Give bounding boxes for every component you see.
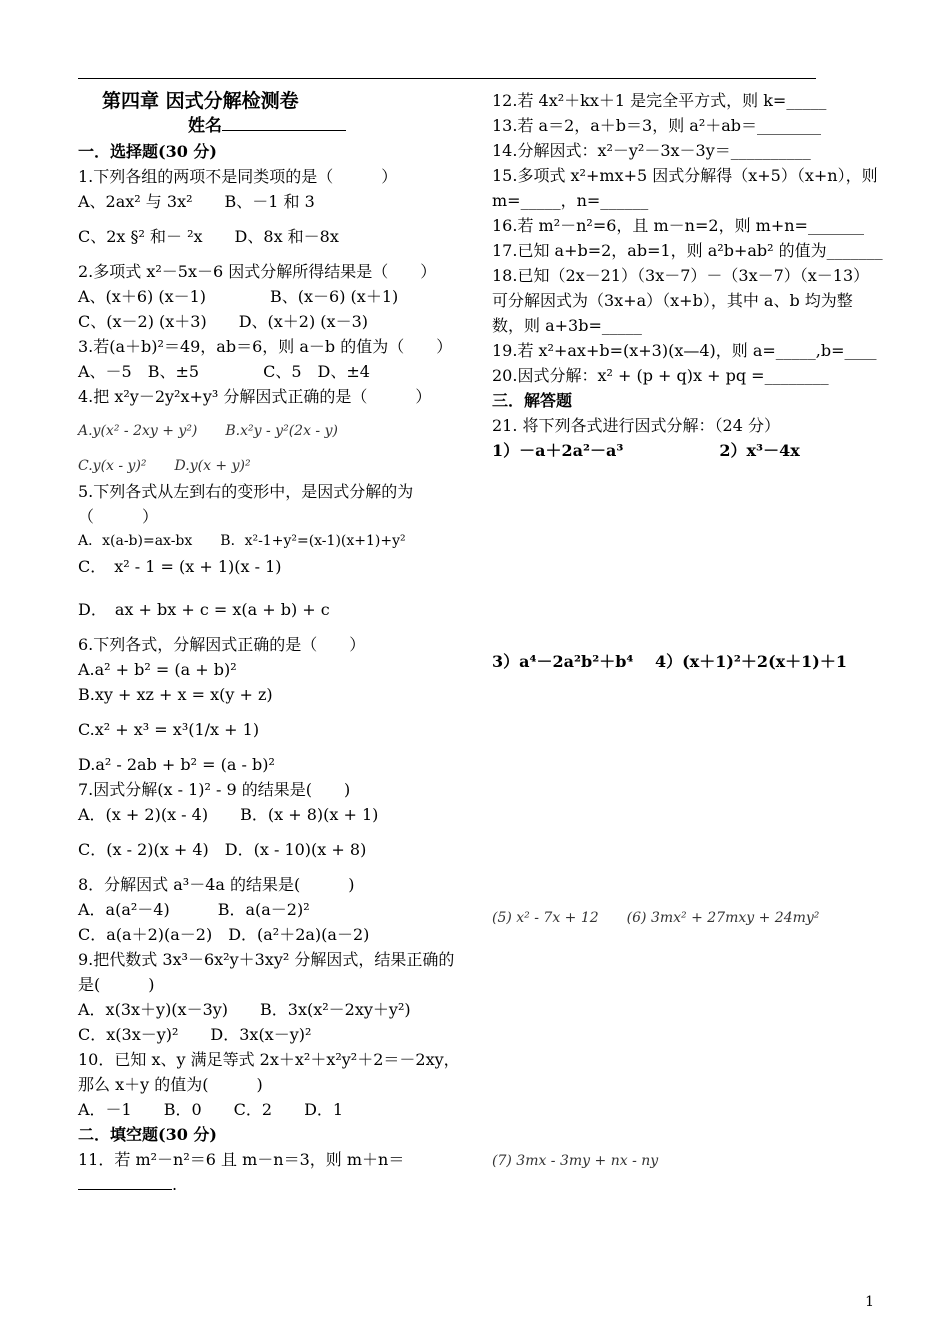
q9-options-ab: A．x(3x＋y)(x－3y) B．3x(x²－2xy＋y²): [78, 1000, 411, 1019]
question-3: 3.若(a＋b)²＝49，ab＝6，则 a－b 的值为（ ）: [78, 337, 453, 356]
q6-option-d: D.a² - 2ab + b² = (a - b)²: [78, 755, 275, 774]
question-15: 15.多项式 x²+mx+5 因式分解得（x+5）（x+n），则 m=_____，n=______: [492, 166, 878, 210]
q8-options-ab: A．a(a²－4) B．a(a－2)²: [78, 900, 310, 919]
question-13: 13.若 a＝2，a＋b＝3，则 a²＋ab＝________: [492, 116, 822, 135]
q7-options-cd: C．(x - 2)(x + 4) D．(x - 10)(x + 8): [78, 840, 367, 859]
q8-options-cd: C．a(a＋2)(a－2) D．(a²＋2a)(a－2): [78, 925, 370, 944]
q1-options-ab: A、2ax² 与 3x² B、－1 和 3: [78, 192, 315, 211]
question-10: 10．已知 x、y 满足等式 2x＋x²＋x²y²＋2＝－2xy，那么 x＋y 的值为( ): [78, 1050, 460, 1094]
question-11: 11．若 m²－n²＝6 且 m－n＝3，则 m＋n＝: [78, 1150, 405, 1169]
q21-item-7: (7) 3mx - 3my + nx - ny: [492, 1153, 659, 1169]
question-19: 19.若 x²+ax+b=(x+3)(x—4)，则 a=_____,b=____: [492, 341, 877, 360]
question-1: 1.下列各组的两项不是同类项的是（ ）: [78, 167, 398, 186]
question-5: 5.下列各式从左到右的变形中，是因式分解的为（ ）: [78, 482, 414, 526]
section-answer-heading: 三．解答题: [492, 391, 573, 410]
q7-options-ab: A．(x + 2)(x - 4) B．(x + 8)(x + 1): [78, 805, 379, 824]
question-14: 14.分解因式：x²－y²－3x－3y＝__________: [492, 141, 811, 160]
header-rule: [78, 78, 816, 79]
page-title: 第四章 因式分解检测卷: [102, 90, 299, 112]
question-20: 20.因式分解：x² + (p + q)x + pq =________: [492, 366, 829, 385]
q4-options-cd: C.y(x - y)² D.y(x + y)²: [78, 458, 251, 474]
question-9: 9.把代数式 3x³－6x²y＋3xy² 分解因式，结果正确的是( ): [78, 950, 455, 994]
q6-option-b: B.xy + xz + x = x(y + z): [78, 685, 273, 704]
question-12: 12.若 4x²＋kx＋1 是完全平方式，则 k=_____: [492, 91, 827, 110]
q4-options-ab: A.y(x² - 2xy + y²) B.x²y - y²(2x - y): [78, 423, 338, 439]
student-name-field[interactable]: [78, 114, 462, 139]
question-4: 4.把 x²y－2y²x+y³ 分解因式正确的是（ ）: [78, 387, 432, 406]
question-16: 16.若 m²－n²=6，且 m－n=2，则 m+n=_______: [492, 216, 864, 235]
question-18: 18.已知（2x－21）（3x－7）－（3x－7）（x－13）可分解因式为（3x+a）（x+b），其中 a、b 均为整数，则 a+3b=_____: [492, 266, 870, 335]
question-6: 6.下列各式，分解因式正确的是（ ）: [78, 635, 366, 654]
work-area-2[interactable]: [492, 674, 882, 906]
question-8: 8．分解因式 a³－4a 的结果是( ): [78, 875, 355, 894]
question-17: 17.已知 a+b=2，ab=1，则 a²b+ab² 的值为_______: [492, 241, 883, 260]
page-number: 1: [865, 1294, 874, 1310]
section-fill-heading: 二．填空题(30 分): [78, 1125, 217, 1144]
q5-options-ab: A．x(a-b)=ax-bx B．x²-1+y²=(x-1)(x+1)+y²: [78, 533, 406, 549]
q9-options-cd: C．x(3x－y)² D．3x(x－y)²: [78, 1025, 312, 1044]
q1-options-cd: C、2x §² 和－ ²x D、8x 和－8x: [78, 227, 339, 246]
section-choice-heading: 一．选择题(30 分): [78, 142, 217, 161]
q6-option-a: A.a² + b² = (a + b)²: [78, 660, 237, 679]
q21-items-3-4: 3）a⁴－2a²b²＋b⁴ 4）(x＋1)²＋2(x＋1)＋1: [492, 652, 848, 671]
question-2: 2.多项式 x²－5x－6 因式分解所得结果是（ ）: [78, 262, 437, 281]
q5-option-c: C． x² - 1 = (x + 1)(x - 1): [78, 557, 282, 576]
question-21: 21. 将下列各式进行因式分解：（24 分）: [492, 416, 780, 435]
q10-options: A．－1 B．0 C．2 D．1: [78, 1100, 344, 1119]
q6-option-c: C.x² + x³ = x³(1/x + 1): [78, 720, 260, 739]
work-area-3[interactable]: [492, 931, 882, 1149]
name-label: 姓名: [188, 116, 222, 136]
q2-options-cd: C、(x－2) (x＋3) D、(x＋2) (x－3): [78, 312, 368, 331]
q11-answer-blank[interactable]: .: [78, 1172, 462, 1197]
left-column: [78, 88, 462, 1197]
right-column: [492, 88, 882, 1174]
q21-items-1-2: 1）－a＋2a²－a³ 2）x³－4x: [492, 441, 800, 460]
work-area-1[interactable]: [492, 463, 882, 649]
q2-options-ab: A、(x＋6) (x－1) B、(x－6) (x＋1): [78, 287, 399, 306]
q5-option-d: D． ax + bx + c = x(a + b) + c: [78, 600, 330, 619]
q21-items-5-6: (5) x² - 7x + 12 (6) 3mx² + 27mxy + 24my²: [492, 910, 820, 926]
q3-options: A、－5 B、±5 C、5 D、±4: [78, 362, 370, 381]
question-7: 7.因式分解(x - 1)² - 9 的结果是( ): [78, 780, 351, 799]
